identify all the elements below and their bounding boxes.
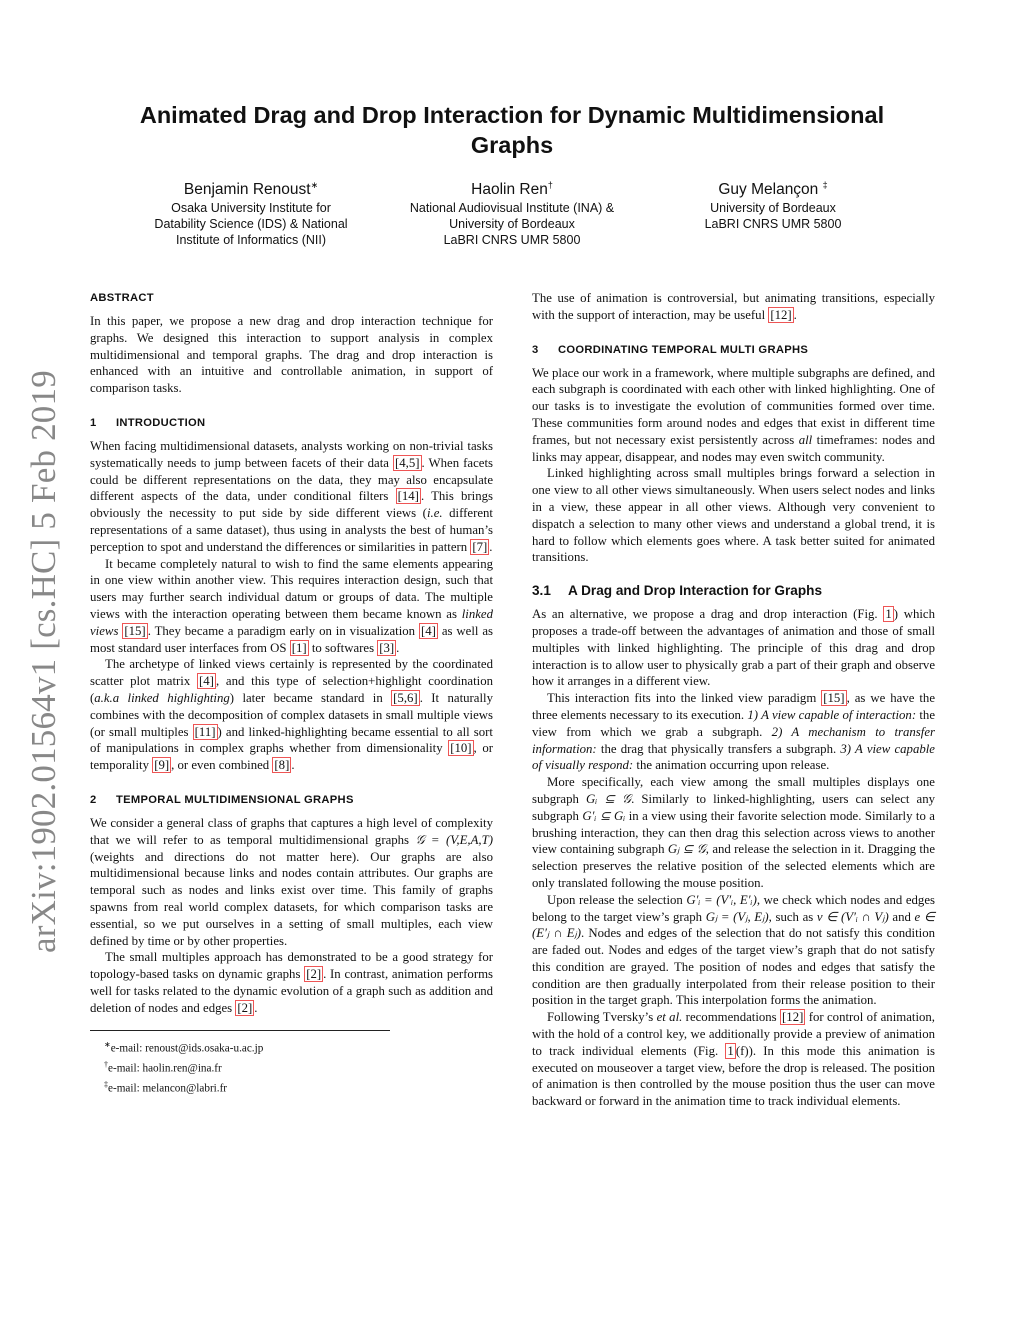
text-run: .	[489, 539, 493, 554]
text-run: , or temporality	[90, 741, 493, 773]
author-name: Benjamin Renoust∗	[183, 180, 319, 199]
author-affiliation: Datability Science (IDS) & National	[154, 217, 348, 232]
text-run: the view from which we grab a subgraph.	[532, 707, 935, 739]
footnote-divider	[90, 1030, 390, 1031]
text-run: ) which proposes a trade-off between the advantages of animation and those of small multiples with linked highlighting. The principle of this drag and drop interaction is to allow user to physically grab a part of their graph and observe how it arranges in a different view.	[532, 607, 935, 689]
text-run: for control of animation, with the hold of a control key, we additionally provide a preview of animation to track individual elements (Fig.	[532, 1010, 935, 1058]
citation-link[interactable]: [15]	[823, 691, 845, 706]
text-run: The use of animation is controversial, but animating transitions, especially with the support of interaction, may be useful	[532, 291, 935, 322]
citation-link[interactable]: [14]	[397, 489, 419, 504]
text-run: The small multiples approach has demonstrated to be a good strategy for topology-based tasks on dynamic graphs	[90, 950, 493, 982]
citation-link[interactable]: [12]	[770, 307, 792, 322]
subsection-heading-drag-drop: 3.1 A Drag and Drop Interaction for Graphs	[532, 583, 823, 599]
citation-link[interactable]: [2]	[306, 967, 322, 982]
text-run: . Nodes and edges of the selection that do not satisfy this condition are faded out. Nodes and edges of the target view’s graph that do not satisfy this condition are grayed. The position of nodes and edges that satisfy the condition are then gradually interpolated from their release position to their position in the target graph. This interpolation forms the animation.	[532, 926, 935, 1008]
author-block	[392, 175, 632, 248]
text-run: in a view using their favorite selection mode. Similarly to a brushing interaction, they can then drag this selection across views to another view containing subgraph	[532, 808, 935, 857]
text-run: .	[291, 758, 295, 773]
text-run: . Similarly to linked-highlighting, users can select any subgraph	[532, 791, 935, 823]
footnote: ∗e-mail: renoust@ids.osaka-u.ac.jp	[104, 1040, 264, 1056]
text-run: linked views	[90, 606, 493, 638]
citation-link[interactable]: [5,6]	[393, 690, 418, 705]
citation-link[interactable]: [9]	[154, 758, 170, 773]
text-run: ) and linked-highlighting became essential to all sort of manipulations in complex graphs whether from dimensionality	[90, 724, 493, 756]
math-expression: 𝒢 = (V,E,A,T)	[415, 832, 493, 847]
author-name: Haolin Ren†	[471, 180, 553, 199]
text-run: the drag that physically transfers a subgraph.	[596, 741, 841, 756]
math-expression: Gᵢ ⊆ 𝒢	[585, 791, 632, 806]
paragraph	[90, 815, 493, 949]
text-run: We consider a general class of graphs that captures a high level of complexity that we will refer to as temporal multidimensional graphs	[90, 815, 493, 847]
text-run: and	[888, 909, 915, 924]
citation-link[interactable]: [12]	[782, 1010, 804, 1025]
footnote: ‡e-mail: melancon@labri.fr	[104, 1079, 228, 1095]
footnote: †e-mail: haolin.ren@ina.fr	[104, 1060, 222, 1075]
author-affiliation: University of Bordeaux	[710, 201, 836, 216]
text-run: This interaction fits into the linked view paradigm	[547, 691, 822, 706]
math-expression: Gⱼ = (Vⱼ, Eⱼ)	[705, 909, 769, 924]
author-affiliation: National Audiovisual Institute (INA) &	[409, 201, 615, 216]
paragraph	[90, 656, 493, 774]
author-affiliation: LaBRI CNRS UMR 5800	[443, 233, 581, 248]
text-run: ) later became standard in	[229, 690, 392, 705]
text-run: recommendations	[682, 1010, 781, 1025]
abstract-text: In this paper, we propose a new drag and drop interaction technique for graphs. We designed this interaction to support analysis in complex multidimensional and temporal graphs. The drag and drop interaction is enhanced with an intuitive and controllable animation, in support of comparison tasks.	[90, 314, 493, 396]
citation-link[interactable]: [4]	[199, 674, 214, 689]
right-column	[532, 290, 935, 1110]
text-run: . In contrast, animation performs well for tasks related to the dynamic evolution of a graph such as addition and deletion of nodes and edges	[90, 967, 494, 1015]
paper-title: Animated Drag and Drop Interaction for Dynamic Multidimensional Graphs	[139, 102, 885, 158]
text-run: , and release the selection in it. Dragging the selection preserves the relative position of the selected elements which are only translated following the mouse position.	[532, 842, 935, 890]
math-expression: G′ᵢ ⊆ Gᵢ	[582, 808, 626, 823]
citation-link[interactable]: [15]	[124, 623, 146, 638]
text-run: all	[798, 432, 813, 447]
text-run: 3) A view capable of visually respond:	[532, 741, 935, 773]
text-run: More specifically, each view among the small multiples displays one subgraph	[532, 775, 935, 806]
text-run: timeframes: nodes and links may appear, disappear, and nodes may even switch community.	[532, 432, 936, 464]
author-affiliation: LaBRI CNRS UMR 5800	[704, 217, 842, 232]
text-run: .	[254, 1000, 258, 1015]
text-run: . This brings obviously the necessity to put side by side different views (	[90, 489, 494, 521]
math-expression: Gⱼ ⊆ 𝒢	[667, 842, 706, 857]
text-run: . It naturally combines with the decomposition of complex datasets in small multiple views (or small multiples	[90, 690, 493, 739]
author-affiliation: Osaka University Institute for	[171, 201, 331, 216]
arxiv-identifier-stamp: arXiv:1902.01564v1 [cs.HC] 5 Feb 2019	[24, 370, 63, 953]
text-run: , we check which nodes and edges belong to the target view’s graph	[532, 892, 935, 924]
text-run: . They became a paradigm early on in visualization	[147, 623, 419, 638]
author-name: Guy Melançon ‡	[718, 180, 828, 199]
text-run: As an alternative, we propose a drag and drop interaction (Fig.	[532, 607, 884, 622]
text-run: , and this type of selection+highlight coordination (	[90, 674, 493, 705]
citation-link[interactable]: [3]	[379, 640, 395, 655]
text-run: to softwares	[308, 640, 378, 655]
paragraph	[90, 438, 493, 556]
citation-link[interactable]: [11]	[194, 724, 216, 739]
text-run: as well as most standard user interfaces from OS	[90, 623, 494, 655]
text-run: a.k.a linked highlighting	[94, 690, 230, 705]
text-run: 1) A view capable of interaction:	[747, 707, 917, 722]
paragraph	[90, 556, 493, 657]
section-heading-temporal-graphs: 2 TEMPORAL MULTIDIMENSIONAL GRAPHS	[90, 793, 354, 806]
citation-link[interactable]: 1	[727, 1043, 734, 1058]
paragraph	[532, 774, 935, 892]
paragraph	[532, 365, 935, 466]
text-run: et al.	[656, 1010, 683, 1025]
text-run: We place our work in a framework, where multiple subgraphs are defined, and each subgraph is coordinated with each other with linked highlighting. One of our tasks is to investigate the evolution of communities formed over time. These communities form around nodes and edges that exist in different time frames, but not necessary exist persistently across	[532, 365, 935, 447]
paragraph	[532, 1009, 935, 1110]
left-column	[90, 290, 493, 1097]
citation-link[interactable]: [4]	[420, 623, 436, 638]
paragraph	[532, 465, 935, 566]
text-run: .	[396, 640, 400, 655]
paragraph	[532, 690, 935, 774]
text-run: different representations of a same dataset), thus using in analysts the best of human’s perception to spot and understand the differences or similarities in pattern	[90, 506, 493, 554]
text-run: , such as	[768, 909, 817, 924]
math-expression: e ∈ (E′ⱼ ∩ Eⱼ)	[532, 909, 935, 941]
section-heading-coordinating: 3 COORDINATING TEMPORAL MULTI GRAPHS	[532, 343, 809, 356]
text-run: 2) A mechanism to transfer information:	[532, 724, 935, 756]
text-run: the animation occurring upon release.	[633, 758, 830, 773]
math-expression: v ∈ (V′ᵢ ∩ Vⱼ)	[816, 909, 889, 924]
author-block	[663, 175, 883, 232]
text-run: Upon release the selection	[547, 892, 687, 907]
citation-link[interactable]: [7]	[472, 539, 488, 554]
text-run: (weights and directions do not matter here). Our graphs are also multidimensional because links and nodes contain attributes. Our graphs are temporal such as nodes and links exist over time. This family of graphs spawns from real world complex datasets, for which comparison tasks are essential, so we put ourselves in a setting of small multiples, each view defined by time or by other properties.	[90, 849, 493, 948]
paragraph	[90, 949, 493, 1016]
text-run: .	[793, 307, 797, 322]
text-run: Linked highlighting across small multiples brings forward a selection in one view to all other views simultaneously. When users select nodes and links in a view, these appear in all other views. Although very convenient to dispatch a selection to many other views and understand a global trend, it is hard to follow which elements goes where. A task better suited for animated transitions.	[532, 466, 935, 565]
text-run: The archetype of linked views certainly is represented by the coordinated scatter plot matrix	[90, 657, 493, 689]
author-affiliation: University of Bordeaux	[449, 217, 575, 232]
text-run: . When facets could be different representations on the data, they may also encapsulate different aspects of the data, under conditional filters	[90, 455, 493, 504]
citation-link[interactable]: [8]	[274, 758, 290, 773]
text-run: (f)). In this mode this animation is executed on mouseover a target view, before the drop is released. The position of animation is then controlled by the mouse position thus the user can move backward or forward in the animation time to track individual elements.	[532, 1043, 935, 1109]
math-expression: G′ᵢ = (V′ᵢ, E′ᵢ)	[686, 892, 757, 907]
author-affiliation: Institute of Informatics (NII)	[175, 233, 327, 248]
text-run: i.e.	[426, 506, 443, 521]
citation-link[interactable]: [4,5]	[395, 455, 420, 470]
text-run: , or even combined	[171, 758, 273, 773]
citation-link[interactable]: [1]	[291, 640, 307, 655]
citation-link[interactable]: [10]	[450, 741, 472, 756]
section-heading-introduction: 1 INTRODUCTION	[90, 416, 206, 429]
paragraph	[532, 290, 935, 324]
citation-link[interactable]: 1	[885, 607, 892, 622]
text-run: Following Tversky’s	[547, 1010, 657, 1025]
paragraph	[532, 606, 935, 690]
abstract-heading: ABSTRACT	[90, 292, 154, 304]
citation-link[interactable]: [2]	[237, 1000, 253, 1015]
text-run: , as we have the three elements necessary to its execution.	[532, 691, 935, 722]
text-run: It became completely natural to wish to find the same elements appearing in one view within another view. This requires interaction design, such that users may further search individual datum or groups of data. The multiple views with the interaction operating between them became known as	[90, 556, 493, 621]
author-block	[141, 175, 361, 248]
paragraph	[532, 892, 935, 1010]
text-run: When facing multidimensional datasets, analysts working on non-trivial tasks systematically needs to jump between facets of their data	[90, 438, 493, 470]
